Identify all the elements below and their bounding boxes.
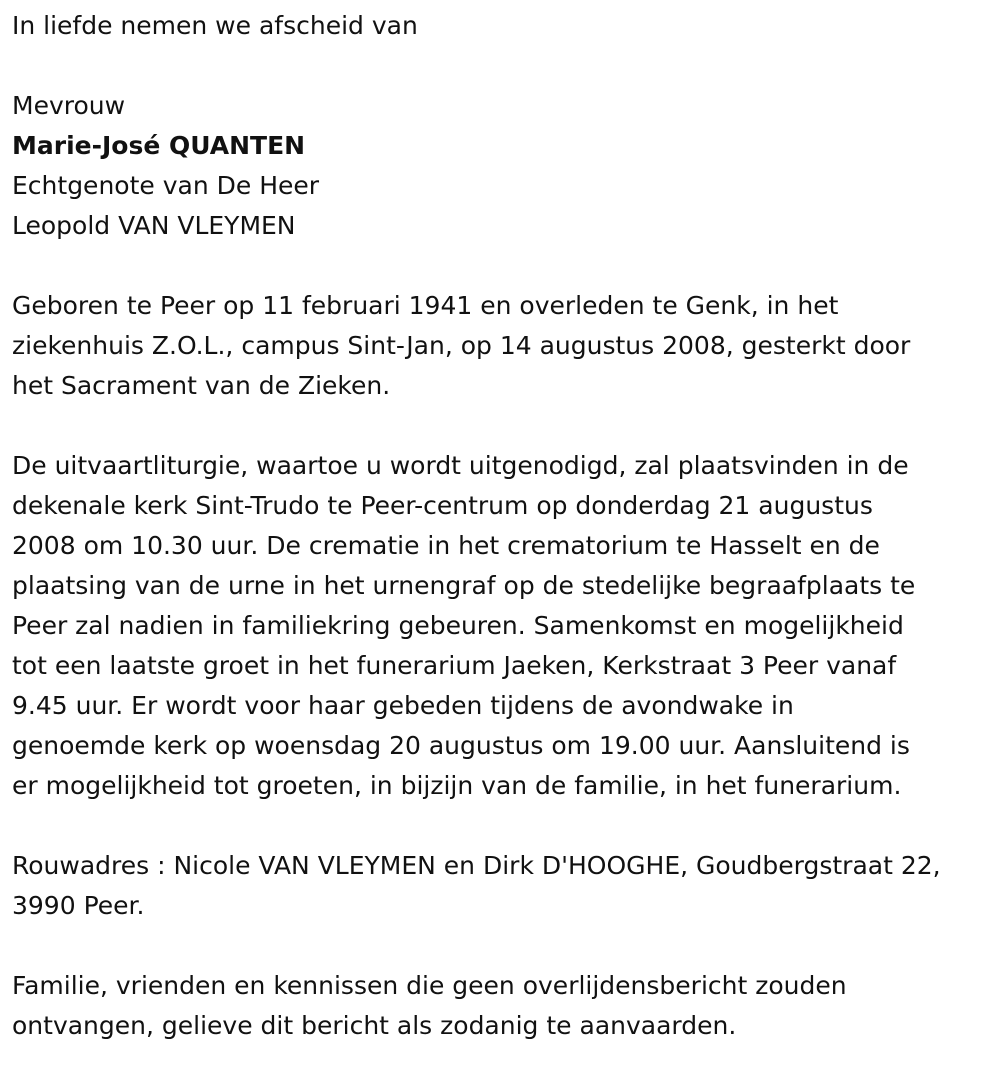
obituary-document <box>12 6 996 1046</box>
funeral-paragraph <box>12 446 996 806</box>
spouse-name: Leopold VAN VLEYMEN <box>12 211 296 240</box>
paragraph-line: plaatsing van de urne in het urnengraf op de stedelijke begraafplaats te <box>12 571 916 600</box>
paragraph-line: tot een laatste groet in het funerarium Jaeken, Kerkstraat 3 Peer vanaf <box>12 651 897 680</box>
person-title: Mevrouw <box>12 91 126 120</box>
paragraph-line: Rouwadres : Nicole VAN VLEYMEN en Dirk D'HOOGHE, Goudbergstraat 22, <box>12 851 941 880</box>
paragraph-line: ziekenhuis Z.O.L., campus Sint-Jan, op 14 augustus 2008, gesterkt door <box>12 331 911 360</box>
birth-paragraph <box>12 286 996 406</box>
spacer <box>12 246 996 286</box>
paragraph-line: Familie, vrienden en kennissen die geen overlijdensbericht zouden <box>12 971 847 1000</box>
paragraph-line: 3990 Peer. <box>12 891 145 920</box>
paragraph-line: De uitvaartliturgie, waartoe u wordt uitgenodigd, zal plaatsvinden in de <box>12 451 909 480</box>
paragraph-line: 2008 om 10.30 uur. De crematie in het crematorium te Hasselt en de <box>12 531 880 560</box>
closing-paragraph <box>12 966 996 1046</box>
intro-line: In liefde nemen we afscheid van <box>12 11 418 40</box>
paragraph-line: Geboren te Peer op 11 februari 1941 en overleden te Genk, in het <box>12 291 839 320</box>
paragraph-line: 9.45 uur. Er wordt voor haar gebeden tijdens de avondwake in <box>12 691 794 720</box>
paragraph-line: Peer zal nadien in familiekring gebeuren. Samenkomst en mogelijkheid <box>12 611 904 640</box>
paragraph-line: ontvangen, gelieve dit bericht als zodanig te aanvaarden. <box>12 1011 737 1040</box>
deceased-name: Marie-José QUANTEN <box>12 131 306 160</box>
paragraph-line: er mogelijkheid tot groeten, in bijzijn van de familie, in het funerarium. <box>12 771 902 800</box>
spacer <box>12 926 996 966</box>
paragraph-line: het Sacrament van de Zieken. <box>12 371 391 400</box>
paragraph-line: dekenale kerk Sint-Trudo te Peer-centrum op donderdag 21 augustus <box>12 491 873 520</box>
spacer <box>12 406 996 446</box>
paragraph-line: genoemde kerk op woensdag 20 augustus om 19.00 uur. Aansluitend is <box>12 731 910 760</box>
spacer <box>12 806 996 846</box>
spacer <box>12 46 996 86</box>
relation-line: Echtgenote van De Heer <box>12 171 320 200</box>
address-paragraph <box>12 846 996 926</box>
